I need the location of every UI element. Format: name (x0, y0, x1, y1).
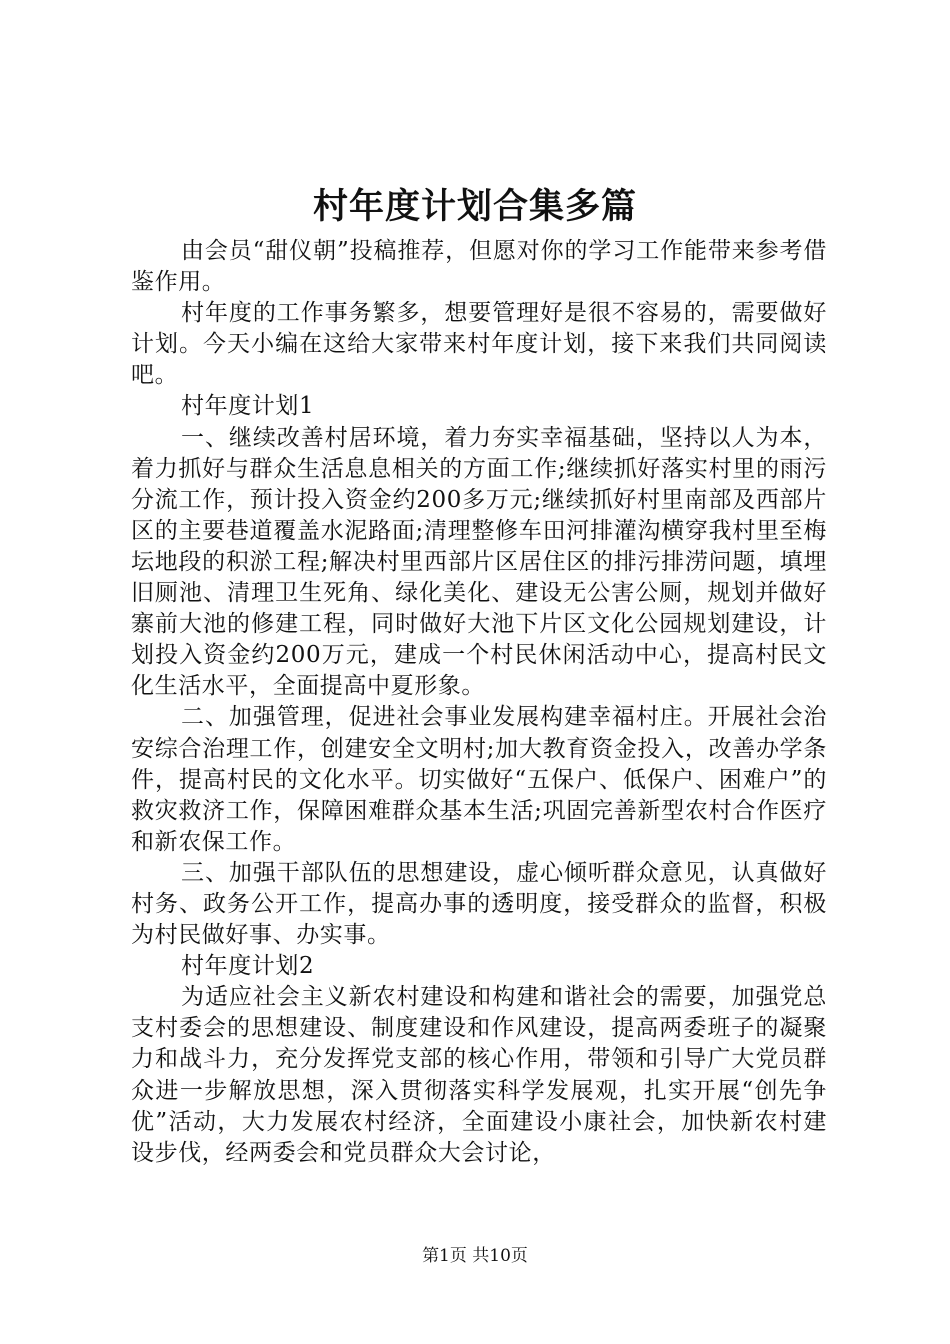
document-body (131, 236, 827, 1169)
paragraph-intro: 村年度的工作事务繁多，想要管理好是很不容易的，需要做好计划。今天小编在这给大家带来村年度计划，接下来我们共同阅读吧。 (131, 300, 827, 389)
page-footer: 第1页 共10页 (422, 1246, 528, 1266)
paragraph-plan-1-item-2: 二、加强管理，促进社会事业发展构建幸福村庄。开展社会治安综合治理工作，创建安全文明村;加大教育资金投入，改善办学条件，提高村民的文化水平。切实做好“五保户、低保户、困难户”的救灾救济工作，保障困难群众基本生活;巩固完善新型农村合作医疗和新农保工作。 (131, 704, 827, 855)
paragraph-plan-1-item-1: 一、继续改善村居环境，着力夯实幸福基础，坚持以人为本，着力抓好与群众生活息息相关的方面工作;继续抓好落实村里的雨污分流工作，预计投入资金约200多万元;继续抓好村里南部及西部片区的主要巷道覆盖水泥路面;清理整修车田河排灌沟横穿我村里至梅坛地段的积淤工程;解决村里西部片区居住区的排污排涝问题，填埋旧厕池、清理卫生死角、绿化美化、建设无公害公厕，规划并做好寨前大池的修建工程，同时做好大池下片区文化公园规划建设，计划投入资金约200万元，建成一个村民休闲活动中心，提高村民文化生活水平，全面提高中夏形象。 (131, 424, 827, 700)
paragraph-plan-2-intro: 为适应社会主义新农村建设和构建和谐社会的需要，加强党总支村委会的思想建设、制度建设和作风建设，提高两委班子的凝聚力和战斗力，充分发挥党支部的核心作用，带领和引导广大党员群众进一步解放思想，深入贯彻落实科学发展观，扎实开展“创先争优”活动，大力发展农村经济，全面建设小康社会，加快新农村建设步伐，经两委会和党员群众大会讨论， (131, 984, 827, 1166)
paragraph-plan-1-item-3: 三、加强干部队伍的思想建设，虚心倾听群众意见，认真做好村务、政务公开工作，提高办事的透明度，接受群众的监督，积极为村民做好事、办实事。 (131, 859, 827, 949)
section-heading-plan-2: 村年度计划2 (181, 953, 315, 980)
section-heading-plan-1: 村年度计划1 (181, 393, 315, 420)
paragraph-intro-source: 由会员“甜仪朝”投稿推荐，但愿对你的学习工作能带来参考借鉴作用。 (131, 238, 827, 296)
document-title: 村年度计划合集多篇 (312, 186, 637, 227)
